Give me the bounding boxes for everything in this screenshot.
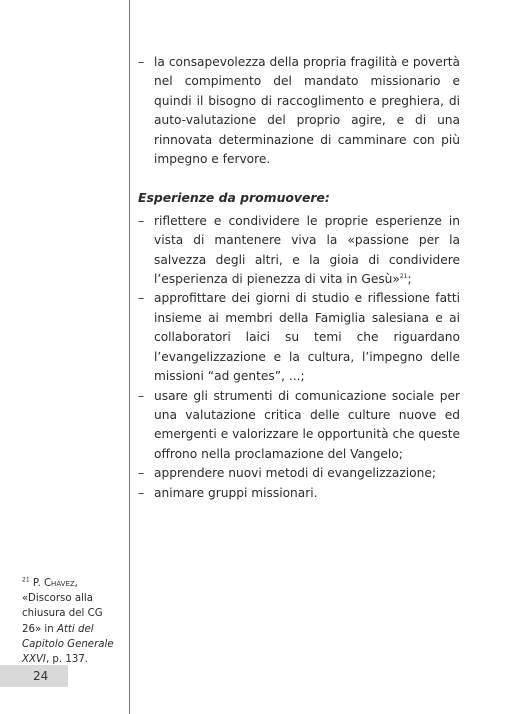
list-item — [138, 53, 460, 169]
list-item-text: la consapevolezza della propria fragilità e povertà nel compimento del mandato missionario e quindi il bisogno di raccoglimento e preghiera, di auto-valutazione del proprio agire, e di una rinnovata determinazione di camminare con più impegno e fervore. — [154, 55, 460, 167]
list-item — [138, 289, 460, 386]
list-dash: – — [138, 485, 145, 500]
page-number-box — [0, 665, 68, 687]
list-item-text-tail: ; — [407, 272, 412, 287]
list-item — [138, 464, 460, 483]
list-dash: – — [138, 213, 145, 228]
footnote-text: , «Discorso alla chiusura del CG 26» in — [22, 578, 103, 635]
list-dash: – — [138, 291, 145, 306]
footnote-reference: 21 — [399, 273, 408, 280]
footnote-source-title: Atti del Capitolo Generale XXVI — [22, 623, 114, 666]
list-dash: – — [138, 388, 145, 403]
footnote-text-end: , p. 137. — [45, 654, 89, 666]
list-dash: – — [138, 466, 145, 481]
footnote-number: 21 — [22, 576, 30, 584]
margin-rule — [129, 0, 130, 714]
section-heading: Esperienze da promuovere: — [138, 190, 330, 206]
list-item-text: animare gruppi missionari. — [154, 485, 318, 500]
list-item-text: apprendere nuovi metodi di evangelizzazione; — [154, 466, 436, 481]
footnote-author-surname: Chávez — [43, 578, 75, 589]
main-text — [138, 53, 460, 503]
page-number: 24 — [33, 669, 49, 683]
footnote — [22, 576, 122, 667]
list-item-text-body: riflettere e condividere le proprie esperienze in vista di mantenere viva la «passione per la salvezza degli altri, e la gioia di condividere l’esperienza di pienezza di vita in Gesù» — [154, 213, 460, 287]
list-item — [138, 212, 460, 290]
list-item-text: usare gli strumenti di comunicazione sociale per una valutazione critica delle culture nuove ed emergenti e valorizzare le opportunità che queste offrono nella proclamazione del Vangelo; — [154, 388, 460, 461]
list-item — [138, 387, 460, 465]
footnote-author-initial: P. — [32, 578, 41, 589]
list-dash: – — [138, 55, 145, 69]
list-item — [138, 484, 460, 503]
list-item-text — [154, 212, 460, 290]
list-item-text: approfittare dei giorni di studio e riflessione fatti insieme ai membri della Famiglia salesiana e ai collaboratori laici su temi che riguardano l’evangelizzazione e la cultura, l’impegno delle missioni “ad gentes”, ...; — [154, 291, 460, 384]
